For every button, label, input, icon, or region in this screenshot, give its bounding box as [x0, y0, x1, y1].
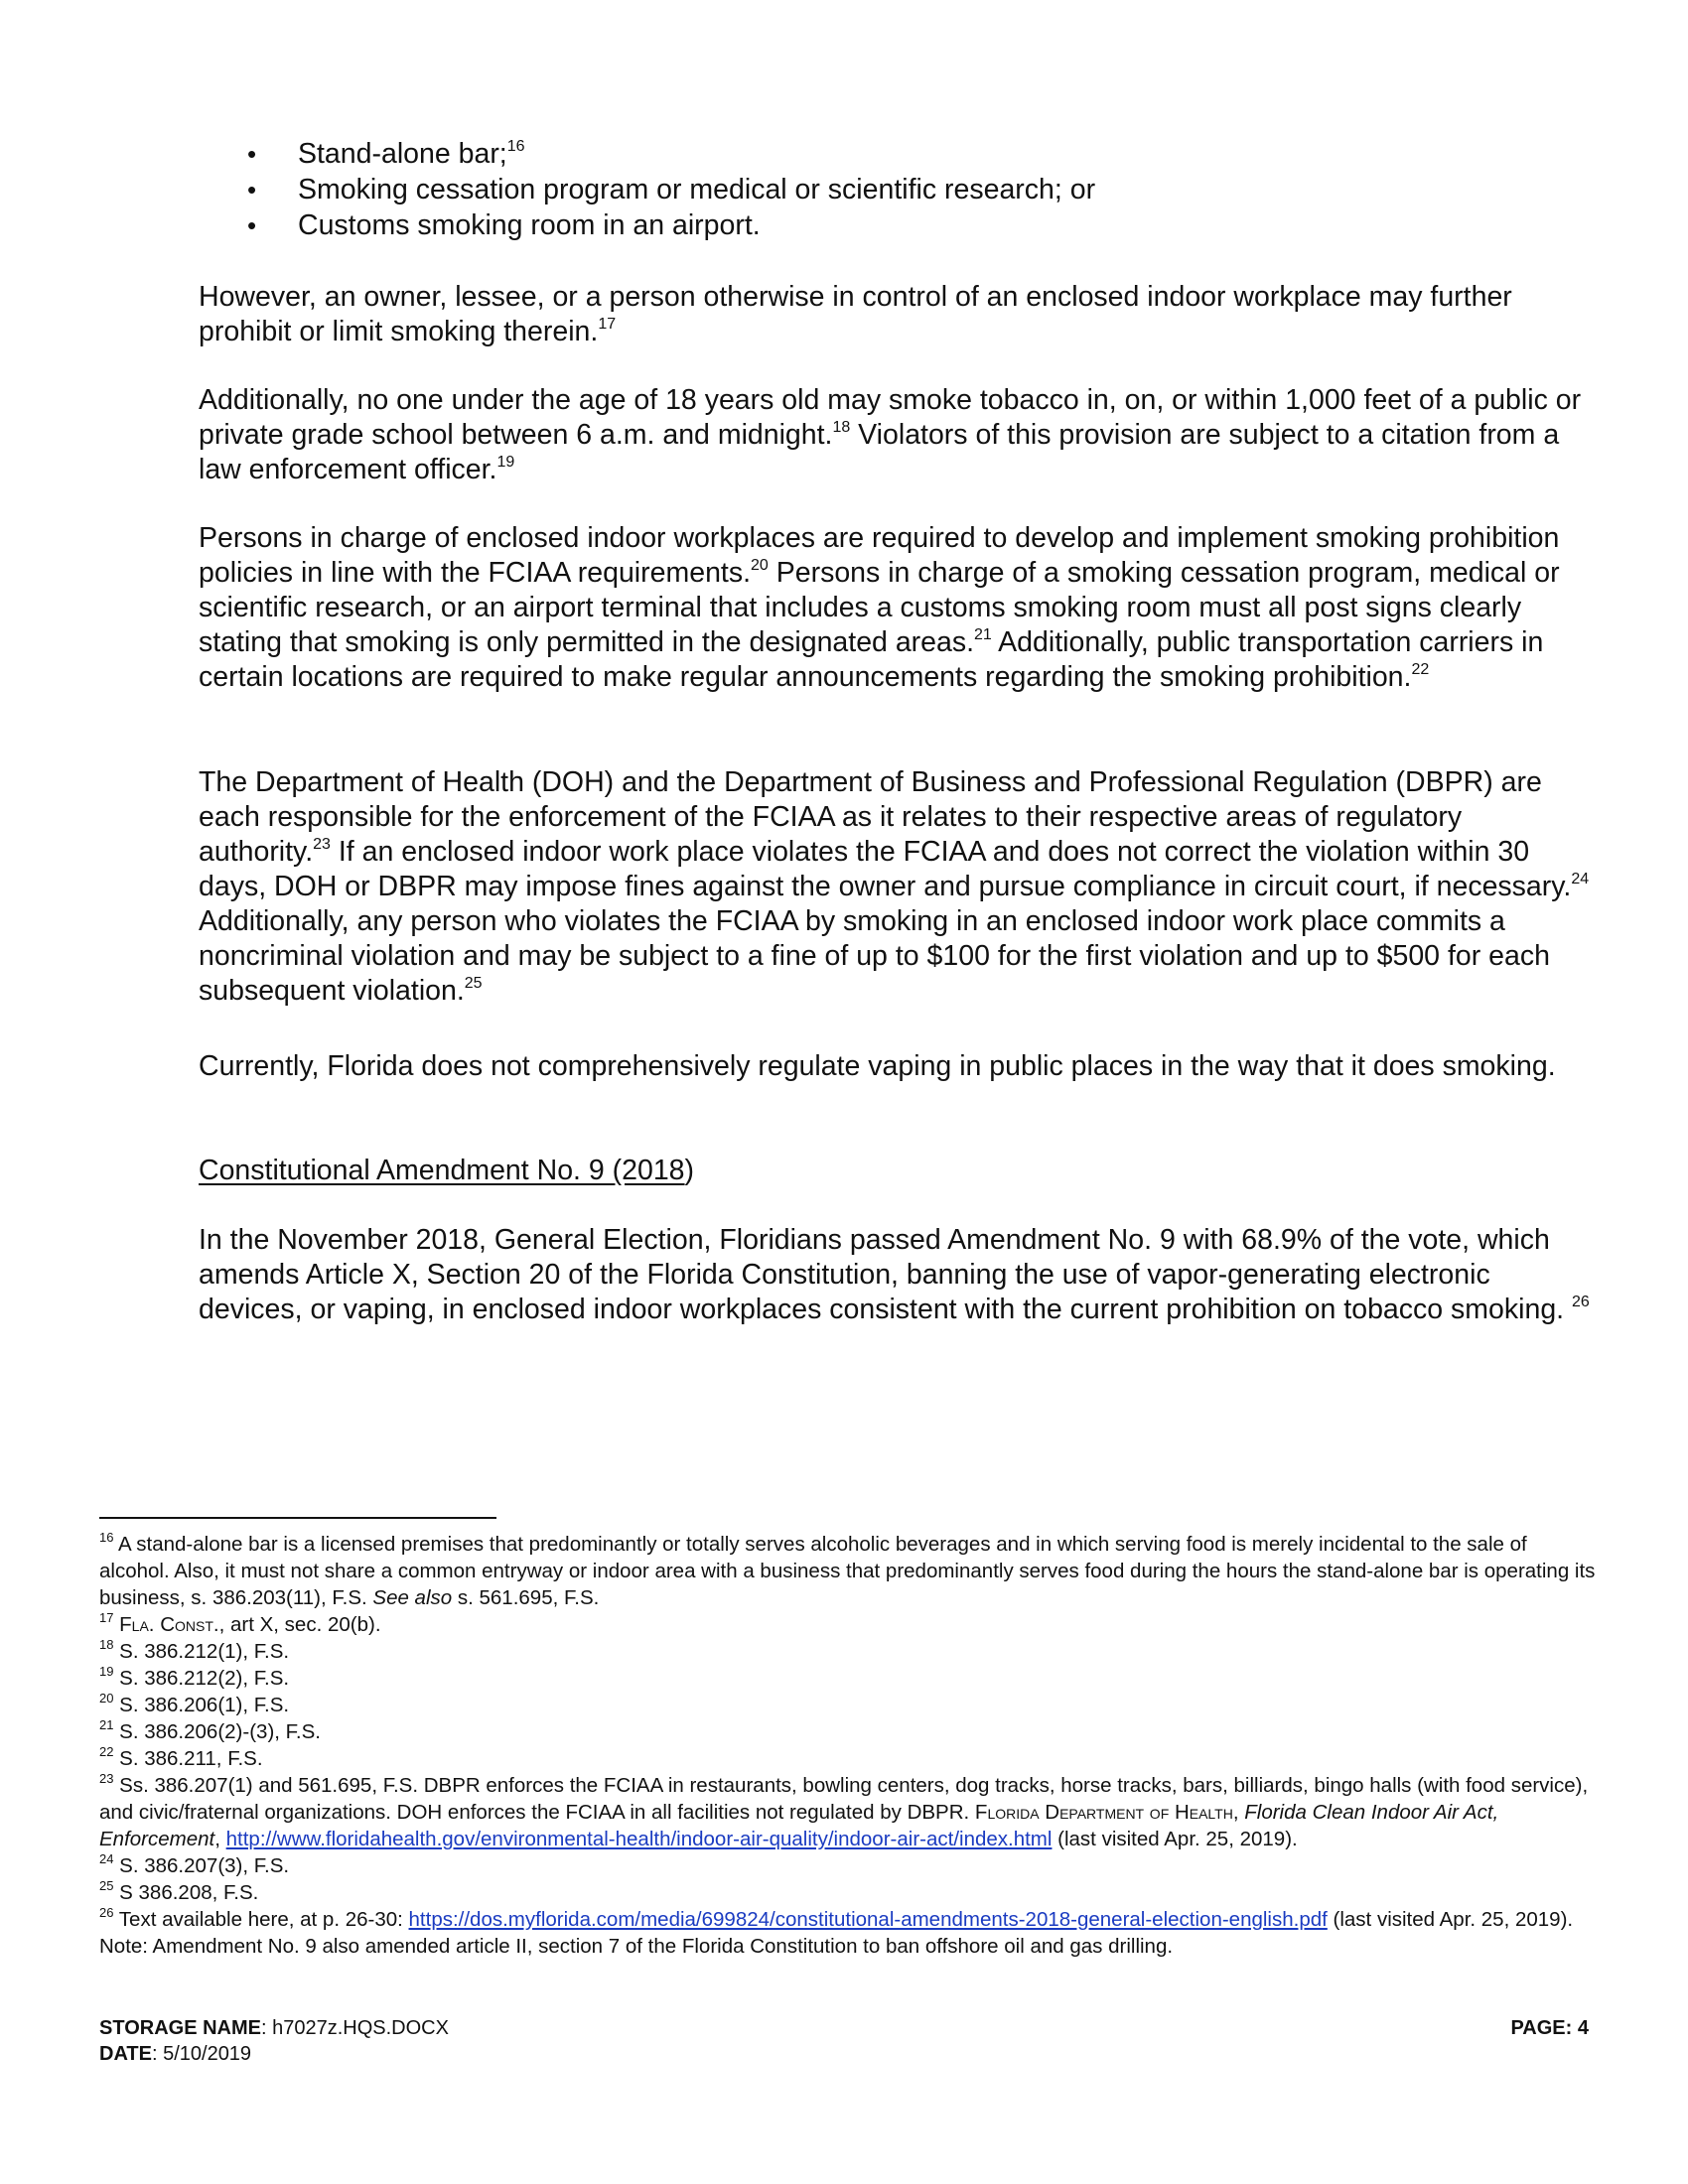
paragraph-text: Violators of this provision are subject to a citation from a law enforcement officer.	[199, 419, 1560, 485]
footnote-text: (last visited Apr. 25, 2019). Note: Amendment No. 9 also amended article II, section 7 of the Florida Constitution to ban offshore oil and gas drilling.	[99, 1908, 1574, 1958]
footnote-ref[interactable]: 25	[464, 975, 483, 992]
footnote-text: S. 386.206(2)-(3), F.S.	[113, 1720, 321, 1743]
footnote-ref[interactable]: 19	[496, 454, 515, 471]
footnote-italic: See also	[372, 1586, 453, 1609]
footnote-ref[interactable]: 21	[974, 626, 992, 643]
bullet-icon: •	[247, 175, 257, 205]
bullet-icon: •	[247, 210, 257, 240]
footnote-24	[99, 1852, 1599, 1879]
paragraph-text: The Department of Health (DOH) and the Department of Business and Professional Regulation (DBPR) are each responsible for the enforcement of the FCIAA as it relates to their respective areas of regulatory authority.	[199, 766, 1542, 868]
footnote-number: 23	[99, 1771, 114, 1786]
heading-text: Constitutional Amendment No. 9 (2018	[199, 1155, 685, 1186]
footnote-number: 26	[99, 1905, 114, 1920]
footnote-text: S. 386.212(2), F.S.	[113, 1667, 290, 1690]
storage-name-line	[99, 2015, 1589, 2041]
paragraph-text: Additionally, public transportation carriers in certain locations are required to make regular announcements regarding the smoking prohibition.	[199, 626, 1544, 693]
footnote-number: 19	[99, 1664, 114, 1679]
footnote-ref[interactable]: 16	[506, 138, 525, 155]
paragraph-persons-in-charge	[199, 521, 1599, 695]
paragraph-text: In the November 2018, General Election, Floridians passed Amendment No. 9 with 68.9% of the vote, which amends Article X, Section 20 of the Florida Constitution, banning the use of vapor-generating electronic devices, or vaping, in enclosed indoor workplaces consistent with the current prohibition on tobacco smoking.	[199, 1224, 1573, 1325]
page-footer	[99, 2015, 1589, 2067]
footnote-26	[99, 1906, 1599, 1960]
footnote-number: 16	[99, 1530, 114, 1545]
footnote-ref[interactable]: 24	[1571, 871, 1590, 887]
footnote-text: S. 386.211, F.S.	[113, 1747, 263, 1770]
footnote-punct: ,	[214, 1828, 226, 1850]
list-item-text: Smoking cessation program or medical or scientific research; or	[298, 174, 1096, 205]
date-line	[99, 2041, 1589, 2067]
footnote-ref[interactable]: 17	[598, 316, 617, 333]
storage-name-label: STORAGE NAME	[99, 2017, 261, 2039]
list-item-text: Stand-alone bar;	[298, 138, 507, 170]
footnote-number: 24	[99, 1851, 114, 1866]
paragraph-vaping-current	[199, 1049, 1599, 1084]
paragraph-amendment-9	[199, 1223, 1599, 1327]
paragraph-text: However, an owner, lessee, or a person otherwise in control of an enclosed indoor workplace may further prohibit or limit smoking therein.	[199, 281, 1512, 347]
date-value: : 5/10/2019	[151, 2043, 252, 2065]
footnote-ref[interactable]: 18	[832, 419, 851, 436]
storage-name-value: : h7027z.HQS.DOCX	[260, 2017, 449, 2039]
footnote-25	[99, 1879, 1599, 1906]
footnote-21	[99, 1718, 1599, 1745]
paragraph-text: Currently, Florida does not comprehensively regulate vaping in public places in the way that it does smoking.	[199, 1050, 1556, 1082]
footnote-ref[interactable]: 23	[313, 836, 331, 853]
footnote-text: S. 386.206(1), F.S.	[113, 1694, 290, 1716]
footnote-20	[99, 1692, 1599, 1718]
footnote-number: 22	[99, 1744, 114, 1759]
footnote-ref[interactable]: 20	[751, 557, 769, 574]
footnote-text: Ss. 386.207(1) and 561.695, F.S. DBPR enforces the FCIAA in restaurants, bowling centers, dog tracks, horse tracks, bars, billiards, bingo halls (with food service), and civic/fraternal organizations. DOH enforces the FCIAA in all facilities not regulated by DBPR.	[99, 1774, 1589, 1824]
footnote-text: S. 386.207(3), F.S.	[113, 1854, 290, 1877]
footnote-text: s. 561.695, F.S.	[452, 1586, 600, 1609]
footnote-smallcaps: Fla. Const.	[113, 1613, 219, 1636]
footnote-23	[99, 1772, 1599, 1852]
footnote-number: 18	[99, 1637, 114, 1652]
paragraph-text: Additionally, any person who violates the FCIAA by smoking in an enclosed indoor work place commits a noncriminal violation and may be subject to a fine of up to $100 for the first violation and up to $500 for each subsequent violation.	[199, 905, 1550, 1007]
page-number-label: PAGE: 4	[1510, 2017, 1589, 2039]
footnote-separator	[99, 1517, 496, 1519]
footnote-text: , art X, sec. 20(b).	[218, 1613, 381, 1636]
paragraph-text: Persons in charge of a smoking cessation program, medical or scientific research, or an airport terminal that includes a customs smoking room must all post signs clearly stating that smoking is only permitted in the designated areas.	[199, 557, 1560, 658]
list-item	[199, 172, 1589, 207]
footnote-22	[99, 1745, 1599, 1772]
list-item-text: Customs smoking room in an airport.	[298, 209, 761, 241]
footnote-text: S 386.208, F.S.	[113, 1881, 259, 1904]
footnote-italic: Florida Clean Indoor Air Act, Enforcement	[99, 1801, 1499, 1850]
paragraph-text: If an enclosed indoor work place violates the FCIAA and does not correct the violation within 30 days, DOH or DBPR may impose fines against the owner and pursue compliance in circuit court, if necessary.	[199, 836, 1572, 902]
heading-paren: )	[684, 1155, 695, 1186]
footnote-17	[99, 1611, 1599, 1638]
footnotes	[99, 1531, 1599, 1960]
footnote-link[interactable]: http://www.floridahealth.gov/environmental-health/indoor-air-quality/indoor-air-act/index.html	[225, 1828, 1053, 1850]
footnote-ref[interactable]: 26	[1572, 1294, 1590, 1310]
footnote-text: Text available here, at p. 26-30:	[113, 1908, 409, 1931]
paragraph-owner-prohibit	[199, 280, 1599, 349]
footnote-number: 17	[99, 1610, 114, 1625]
paragraph-text: Persons in charge of enclosed indoor workplaces are required to develop and implement smoking prohibition policies in line with the FCIAA requirements.	[199, 522, 1560, 589]
footnote-text: (last visited Apr. 25, 2019).	[1052, 1828, 1298, 1850]
bullet-list	[199, 136, 1589, 243]
footnote-link[interactable]: https://dos.myflorida.com/media/699824/constitutional-amendments-2018-general-election-english.pdf	[408, 1908, 1328, 1931]
bullet-icon: •	[247, 139, 257, 169]
footnote-text: S. 386.212(1), F.S.	[113, 1640, 290, 1663]
list-item	[199, 207, 1589, 243]
footnote-text: A stand-alone bar is a licensed premises that predominantly or totally serves alcoholic beverages and in which serving food is merely incidental to the sale of alcohol. Also, it must not share a common entryway or indoor area with a business that predominantly serves food during the hours the stand-alone bar is operating its business, s. 386.203(11), F.S.	[99, 1533, 1596, 1609]
footnote-number: 21	[99, 1717, 114, 1732]
footnote-19	[99, 1665, 1599, 1692]
footnote-number: 25	[99, 1878, 114, 1893]
footnote-punct: ,	[1232, 1801, 1245, 1824]
paragraph-school-zone	[199, 383, 1599, 487]
paragraph-enforcement	[199, 765, 1599, 1009]
date-label: DATE	[99, 2043, 152, 2065]
paragraph-text: Additionally, no one under the age of 18 years old may smoke tobacco in, on, or within 1,000 feet of a public or private grade school between 6 a.m. and midnight.	[199, 384, 1582, 451]
footnote-16	[99, 1531, 1599, 1611]
page-number	[1510, 2015, 1589, 2041]
footnote-smallcaps: Florida Department of Health	[974, 1801, 1233, 1824]
footnote-number: 20	[99, 1691, 114, 1706]
footnote-ref[interactable]: 22	[1411, 661, 1430, 678]
list-item	[199, 136, 1589, 172]
section-heading	[199, 1154, 694, 1188]
footnote-18	[99, 1638, 1599, 1665]
